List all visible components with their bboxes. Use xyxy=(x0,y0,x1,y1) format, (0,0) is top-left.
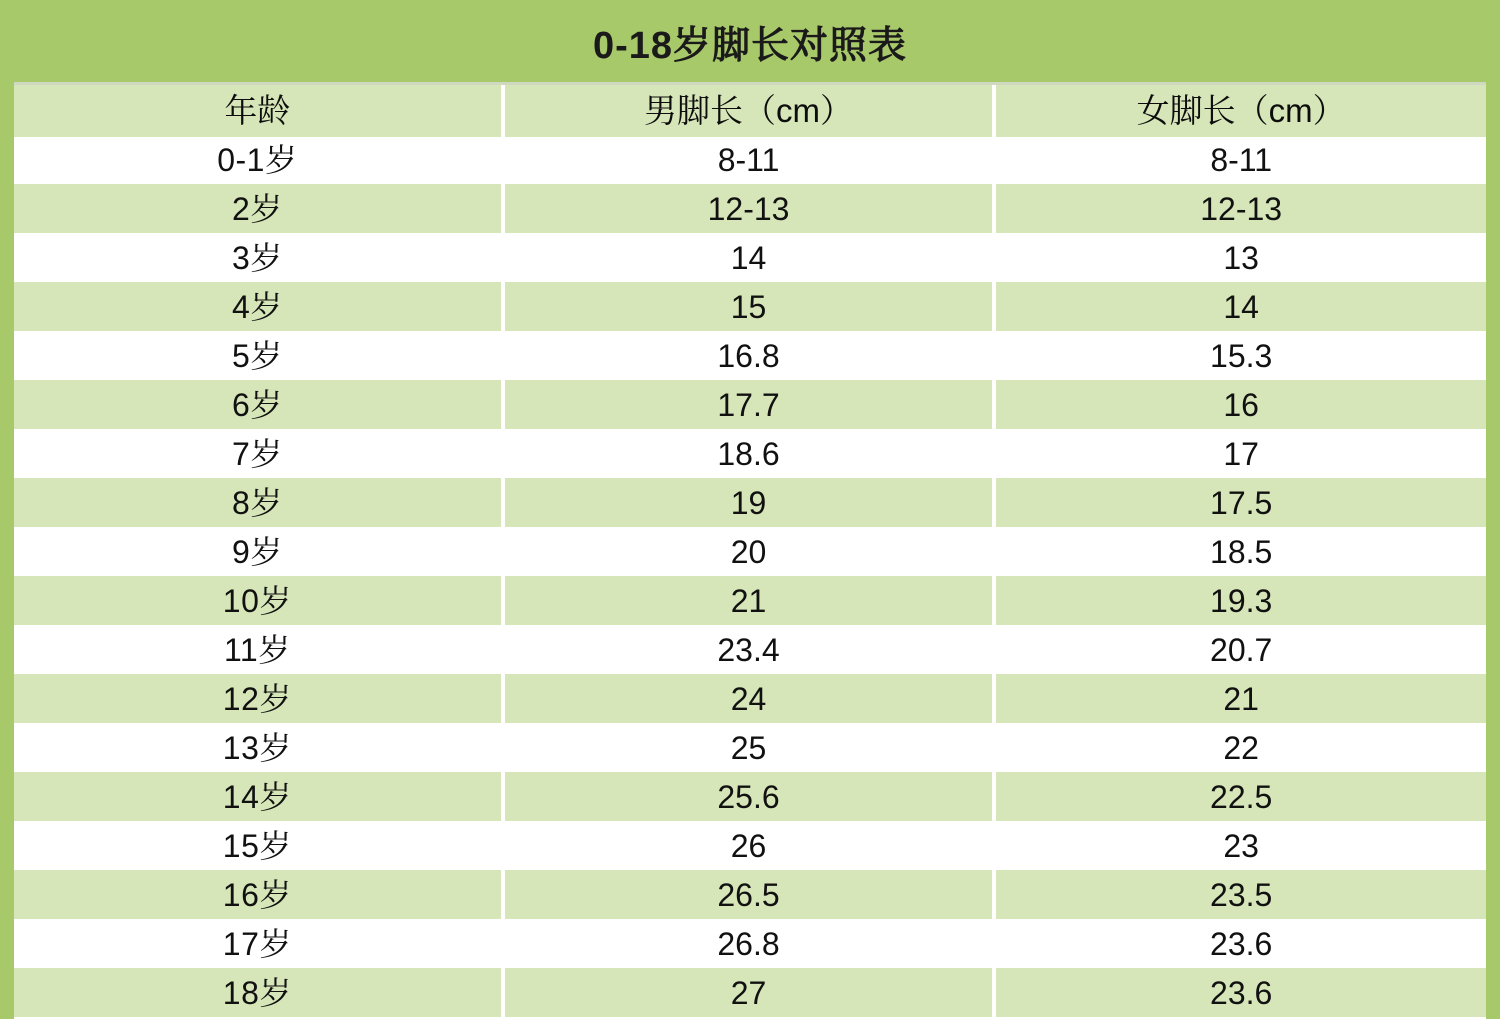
chart-title-bar xyxy=(14,0,1486,82)
cell-girl: 15.3 xyxy=(994,332,1486,381)
cell-boy: 15 xyxy=(503,283,995,332)
table-row xyxy=(14,381,1486,430)
table-row xyxy=(14,479,1486,528)
cell-girl: 23.5 xyxy=(994,871,1486,920)
cell-boy: 16.8 xyxy=(503,332,995,381)
cell-age: 0-1岁 xyxy=(14,137,503,185)
column-header-age: 年龄 xyxy=(14,85,503,137)
cell-girl: 14 xyxy=(994,283,1486,332)
cell-age: 17岁 xyxy=(14,920,503,969)
cell-boy: 24 xyxy=(503,675,995,724)
table-row xyxy=(14,185,1486,234)
table-row xyxy=(14,577,1486,626)
cell-boy: 27 xyxy=(503,969,995,1018)
cell-boy: 12-13 xyxy=(503,185,995,234)
cell-girl: 23.6 xyxy=(994,969,1486,1018)
cell-girl: 8-11 xyxy=(994,137,1486,185)
column-header-girl-foot-length: 女脚长（cm） xyxy=(994,85,1486,137)
cell-girl: 23 xyxy=(994,822,1486,871)
table-row xyxy=(14,430,1486,479)
cell-boy: 21 xyxy=(503,577,995,626)
cell-boy: 25 xyxy=(503,724,995,773)
table-row xyxy=(14,920,1486,969)
cell-girl: 23.6 xyxy=(994,920,1486,969)
cell-boy: 17.7 xyxy=(503,381,995,430)
table-row xyxy=(14,724,1486,773)
cell-age: 8岁 xyxy=(14,479,503,528)
cell-boy: 25.6 xyxy=(503,773,995,822)
cell-boy: 20 xyxy=(503,528,995,577)
cell-girl: 21 xyxy=(994,675,1486,724)
column-header-boy-foot-length: 男脚长（cm） xyxy=(503,85,995,137)
cell-girl: 17 xyxy=(994,430,1486,479)
cell-girl: 17.5 xyxy=(994,479,1486,528)
cell-age: 12岁 xyxy=(14,675,503,724)
table-header xyxy=(14,85,1486,137)
page-title: 0-18岁脚长对照表 xyxy=(592,24,908,67)
cell-age: 11岁 xyxy=(14,626,503,675)
table-header-row xyxy=(14,85,1486,137)
table-row xyxy=(14,675,1486,724)
cell-age: 13岁 xyxy=(14,724,503,773)
cell-girl: 12-13 xyxy=(994,185,1486,234)
cell-boy: 26.5 xyxy=(503,871,995,920)
table-row xyxy=(14,137,1486,185)
table-body xyxy=(14,137,1486,1018)
table-row xyxy=(14,283,1486,332)
cell-age: 7岁 xyxy=(14,430,503,479)
cell-girl: 13 xyxy=(994,234,1486,283)
foot-length-table-container xyxy=(14,82,1486,1019)
cell-girl: 18.5 xyxy=(994,528,1486,577)
cell-girl: 22 xyxy=(994,724,1486,773)
table-row xyxy=(14,871,1486,920)
table-row xyxy=(14,528,1486,577)
foot-length-table xyxy=(14,85,1486,1019)
cell-boy: 26 xyxy=(503,822,995,871)
table-row xyxy=(14,969,1486,1018)
cell-age: 10岁 xyxy=(14,577,503,626)
cell-age: 18岁 xyxy=(14,969,503,1018)
cell-age: 15岁 xyxy=(14,822,503,871)
cell-age: 4岁 xyxy=(14,283,503,332)
cell-age: 14岁 xyxy=(14,773,503,822)
cell-age: 3岁 xyxy=(14,234,503,283)
cell-boy: 19 xyxy=(503,479,995,528)
cell-boy: 14 xyxy=(503,234,995,283)
cell-boy: 26.8 xyxy=(503,920,995,969)
cell-boy: 8-11 xyxy=(503,137,995,185)
table-row xyxy=(14,234,1486,283)
cell-girl: 22.5 xyxy=(994,773,1486,822)
table-row xyxy=(14,822,1486,871)
cell-boy: 23.4 xyxy=(503,626,995,675)
cell-age: 9岁 xyxy=(14,528,503,577)
cell-girl: 20.7 xyxy=(994,626,1486,675)
cell-age: 2岁 xyxy=(14,185,503,234)
table-row xyxy=(14,773,1486,822)
cell-age: 5岁 xyxy=(14,332,503,381)
cell-boy: 18.6 xyxy=(503,430,995,479)
cell-girl: 16 xyxy=(994,381,1486,430)
cell-age: 6岁 xyxy=(14,381,503,430)
table-row xyxy=(14,332,1486,381)
table-row xyxy=(14,626,1486,675)
cell-age: 16岁 xyxy=(14,871,503,920)
cell-girl: 19.3 xyxy=(994,577,1486,626)
